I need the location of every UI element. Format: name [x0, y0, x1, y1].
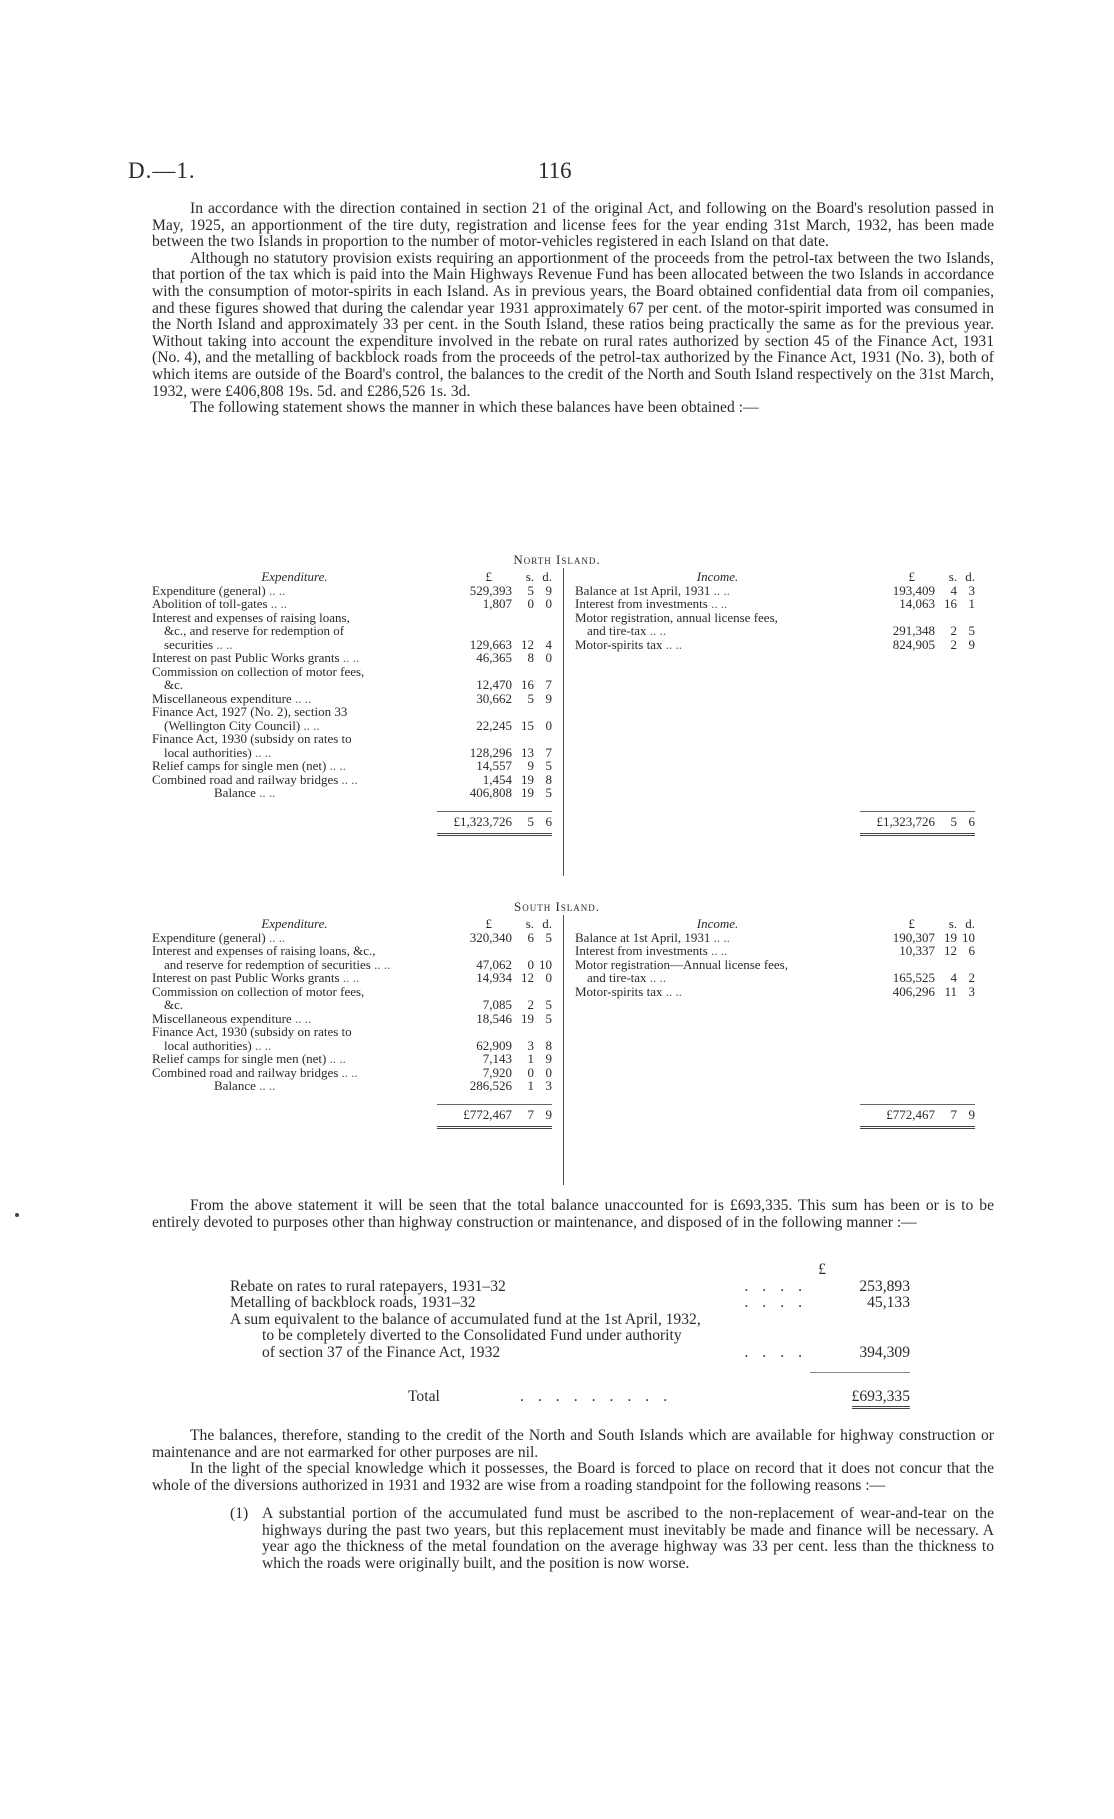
account-row [575, 958, 975, 972]
account-row [575, 931, 975, 945]
account-label: Motor registration, annual license fees, [575, 609, 778, 625]
pence-value: 0 [545, 596, 552, 611]
column-header-row [152, 917, 552, 931]
pounds-value: 286,526 [469, 1078, 512, 1093]
account-label: Expenditure (general) .. .. [152, 929, 286, 945]
disposal-item-text: of section 37 of the Finance Act, 1932 [262, 1343, 501, 1361]
pounds-header: £ [485, 569, 492, 584]
account-row [152, 1039, 552, 1053]
disposal-item-text: Rebate on rates to rural ratepayers, 1931–32 [230, 1277, 506, 1295]
pounds-value: 190,307 [892, 929, 935, 945]
pence-header: d. [965, 916, 975, 931]
account-row [152, 705, 552, 719]
total-pounds: £1,323,726 [453, 814, 512, 829]
section-heading: Expenditure. [261, 569, 328, 584]
pence-value: 9 [545, 1051, 552, 1066]
pence-value: 8 [545, 771, 552, 787]
account-row [152, 692, 552, 706]
account-row [152, 1079, 552, 1093]
disposal-item-text: to be completely diverted to the Consolidated Fund under authority [262, 1327, 682, 1345]
north-income-table [575, 570, 975, 836]
pounds-value: 7,085 [482, 997, 512, 1012]
leader-dots: .. .. [646, 623, 667, 638]
pounds-value: 14,557 [476, 758, 512, 773]
pounds-value: 129,663 [469, 636, 512, 652]
paragraph-board-record: In the light of the special knowledge which it possesses, the Board is forced to place on record that it does not concur that the whole of the diversions authorized in 1931 and 1932 are wise from a roading standpoint for the following reasons :— [152, 1460, 994, 1494]
pence-value: 3 [968, 983, 975, 999]
pence-value: 6 [968, 943, 975, 958]
total-shillings: 5 [950, 814, 957, 829]
account-label: Commission on collection of motor fees, [152, 663, 365, 679]
pounds-value: 1,454 [482, 771, 512, 787]
account-row [152, 678, 552, 692]
leader-dots: .. .. [251, 744, 272, 760]
pence-value: 9 [968, 636, 975, 652]
account-label: Abolition of toll-gates .. .. [152, 596, 288, 611]
pence-value: 0 [545, 717, 552, 733]
leader-dots: .. .. [326, 1051, 346, 1066]
pence-value: 5 [545, 929, 552, 945]
column-header-row [152, 570, 552, 584]
leader-dots: .... [744, 1277, 816, 1295]
middle-text [152, 1198, 994, 1231]
account-label: securities .. .. [164, 636, 233, 652]
pounds-value: 7,143 [482, 1051, 512, 1066]
shillings-header: s. [525, 569, 534, 584]
disposal-total-amount: £693,335 [852, 1389, 910, 1409]
account-label: Interest and expenses of raising loans, &c., [152, 943, 376, 958]
account-row [152, 1025, 552, 1039]
account-row [152, 584, 552, 598]
section-heading: Income. [696, 916, 739, 931]
shillings-value: 9 [527, 758, 534, 773]
paragraph-petrol-tax: Although no statutory provision exists requiring an apportionment of the proceeds from the petrol-tax between the two Islands, that portion of the tax which is paid into the Main Highways Revenue Fund has been allocated between the two Islands in accordance with the consumption of motor-spirits in each Island. As in previous years, the Board obtained confidential data from oil companies, and these figures showed that during the calendar year 1931 approximately 67 per cent. of the motor-spirit imported was consumed in the North Island and approximately 33 per cent. in the South Island, these ratios being practically the same as for the previous year. Without taking into account the expenditure involved in the rebate on rural rates authorized by section 45 of the Finance Act, 1931 (No. 4), and the metalling of backblock roads from the proceeds of the petrol-tax authorized by the Finance Act, 1931 (No. 3), both of which items are outside of the Board's control, the balances to the credit of the North and South Island respectively on the 31st March, 1932, were £406,808 19s. 5d. and £286,526 1s. 3d. [152, 249, 994, 400]
total-shillings: 7 [527, 1107, 534, 1122]
account-label: Motor-spirits tax .. .. [575, 636, 682, 652]
account-label: Balance .. .. [214, 785, 276, 800]
leader-dots: .. .. [662, 983, 682, 999]
account-label: Interest on past Public Works grants .. .. [152, 650, 360, 665]
account-label: Motor-spirits tax .. .. [575, 983, 682, 999]
pence-header: d. [542, 569, 552, 584]
shillings-value: 8 [527, 650, 534, 665]
leader-dots: .. .. [646, 970, 667, 985]
intro-text [152, 201, 994, 417]
leader-dots: .. .. [338, 1064, 358, 1080]
pounds-value: 18,546 [476, 1010, 512, 1026]
shillings-value: 5 [527, 690, 534, 706]
leader-dots: .. .. [255, 785, 276, 800]
account-label: Finance Act, 1927 (No. 2), section 33 [152, 704, 348, 719]
pence-header: d. [542, 916, 552, 931]
total-row [152, 1105, 552, 1122]
account-label: Finance Act, 1930 (subsidy on rates to [152, 731, 352, 746]
pounds-value: 320,340 [469, 929, 512, 945]
account-row [152, 611, 552, 625]
section-heading: Expenditure. [261, 916, 328, 931]
total-row [575, 1105, 975, 1122]
pence-value: 0 [545, 650, 552, 665]
pounds-value: 1,807 [482, 596, 512, 611]
account-row [575, 971, 975, 985]
pounds-value: 47,062 [476, 956, 512, 972]
north-column-divider [563, 568, 564, 876]
account-label: Balance .. .. [214, 1078, 276, 1093]
total-pence: 6 [545, 814, 552, 829]
disposal-item-text: Metalling of backblock roads, 1931–32 [230, 1294, 476, 1312]
account-row [152, 958, 552, 972]
pence-value: 7 [545, 744, 552, 760]
shillings-value: 12 [944, 943, 957, 958]
total-shillings: 7 [950, 1107, 957, 1122]
total-pence: 9 [545, 1107, 552, 1122]
pounds-value: 824,905 [892, 636, 935, 652]
shillings-value: 13 [521, 744, 534, 760]
leader-dots: .. .. [707, 596, 728, 611]
account-row [152, 985, 552, 999]
pounds-value: 62,909 [476, 1037, 512, 1053]
leader-dots: .. .. [265, 929, 286, 945]
account-row [575, 985, 975, 999]
account-row [152, 624, 552, 638]
account-label: Finance Act, 1930 (subsidy on rates to [152, 1024, 352, 1039]
account-label: local authorities) .. .. [164, 1037, 272, 1053]
disposal-row [230, 1279, 910, 1296]
pounds-value: 529,393 [469, 582, 512, 598]
pence-value: 5 [545, 1010, 552, 1026]
total-row [575, 812, 975, 829]
disposal-item-text: A sum equivalent to the balance of accumulated fund at the 1st April, 1932, [230, 1310, 701, 1328]
account-label: (Wellington City Council) .. .. [164, 717, 320, 733]
leader-dots: .. .. [213, 636, 233, 652]
account-label: Interest and expenses of raising loans, [152, 609, 350, 625]
pence-value: 10 [539, 956, 552, 972]
leader-dots: .. .. [338, 771, 358, 787]
shillings-value: 1 [527, 1078, 534, 1093]
account-row [575, 638, 975, 652]
pence-value: 8 [545, 1037, 552, 1053]
leader-dots: .. .. [326, 758, 346, 773]
pence-value: 2 [968, 970, 975, 985]
account-row [152, 944, 552, 958]
account-label: Commission on collection of motor fees, [152, 983, 365, 999]
reason-item [230, 1506, 994, 1572]
account-row [152, 638, 552, 652]
paragraph-statement-intro: The following statement shows the manner in which these balances have been obtained :— [190, 399, 759, 417]
account-row [152, 732, 552, 746]
north-island-heading: North Island. [513, 552, 601, 567]
account-row [575, 611, 975, 625]
leader-dots: .. .. [251, 1037, 272, 1053]
account-row [152, 971, 552, 985]
pounds-value: 14,063 [899, 596, 935, 611]
shillings-value: 0 [527, 596, 534, 611]
south-expenditure-table [152, 917, 552, 1129]
account-label: and reserve for redemption of securities .. .. [164, 956, 391, 972]
pence-value: 0 [545, 1064, 552, 1080]
shillings-value: 19 [944, 929, 957, 945]
pounds-value: 165,525 [892, 970, 935, 985]
shillings-value: 16 [521, 677, 534, 692]
shillings-value: 15 [521, 717, 534, 733]
account-label: &c. [164, 997, 184, 1012]
account-row [152, 665, 552, 679]
shillings-value: 6 [527, 929, 534, 945]
pence-value: 1 [968, 596, 975, 611]
shillings-value: 2 [950, 623, 957, 638]
account-row [152, 998, 552, 1012]
shillings-value: 4 [950, 582, 957, 598]
south-income-table [575, 917, 975, 1129]
total-pounds: £772,467 [886, 1107, 935, 1122]
shillings-value: 0 [527, 1064, 534, 1080]
pounds-value: 46,365 [476, 650, 512, 665]
account-label: Interest from investments .. .. [575, 943, 728, 958]
south-column-divider [563, 915, 564, 1185]
pence-value: 10 [962, 929, 975, 945]
account-label: &c. [164, 677, 184, 692]
account-label: &c., and reserve for redemption of [164, 623, 345, 638]
pounds-header: £ [908, 569, 915, 584]
account-row [575, 597, 975, 611]
account-row [575, 944, 975, 958]
pounds-value: 406,808 [469, 785, 512, 800]
pounds-value: 193,409 [892, 582, 935, 598]
shillings-header: s. [948, 916, 957, 931]
leader-dots: .. .. [370, 956, 391, 972]
account-label: Miscellaneous expenditure .. .. [152, 690, 312, 706]
shillings-header: s. [525, 916, 534, 931]
shillings-value: 19 [521, 785, 534, 800]
shillings-value: 11 [944, 983, 957, 999]
account-row [152, 1052, 552, 1066]
leader-dots: .. .. [710, 929, 730, 945]
column-header-row [575, 917, 975, 931]
north-expenditure-table [152, 570, 552, 836]
total-shillings: 5 [527, 814, 534, 829]
shillings-value: 12 [521, 636, 534, 652]
account-row [152, 651, 552, 665]
account-label: Expenditure (general) .. .. [152, 582, 286, 598]
account-label: and tire-tax .. .. [587, 623, 667, 638]
account-label: Motor registration—Annual license fees, [575, 956, 788, 972]
pence-value: 9 [545, 582, 552, 598]
section-heading: Income. [696, 569, 739, 584]
account-row [575, 584, 975, 598]
total-pence: 6 [968, 814, 975, 829]
leader-dots: .. .. [291, 1010, 312, 1026]
disposal-item-amount: 253,893 [859, 1277, 910, 1295]
scan-mark [15, 1213, 19, 1217]
shillings-value: 2 [950, 636, 957, 652]
pounds-value: 22,245 [476, 717, 512, 733]
disposal-currency: £ [818, 1261, 826, 1278]
account-label: Combined road and railway bridges .. .. [152, 771, 358, 787]
paragraph-unaccounted-balance: From the above statement it will be seen that the total balance unaccounted for is £693,335. This sum has been or is to be entirely devoted to purposes other than highway construction or maintenance, and disposed of in the following manner :— [152, 1197, 994, 1231]
account-label: Interest from investments .. .. [575, 596, 728, 611]
pence-value: 3 [968, 582, 975, 598]
pounds-header: £ [908, 916, 915, 931]
disposal-row [230, 1312, 910, 1329]
shillings-value: 19 [521, 1010, 534, 1026]
total-pence: 9 [968, 1107, 975, 1122]
pence-value: 5 [968, 623, 975, 638]
shillings-value: 3 [527, 1037, 534, 1053]
account-label: Relief camps for single men (net) .. .. [152, 758, 346, 773]
leader-dots: .. .. [339, 970, 360, 985]
account-label: Miscellaneous expenditure .. .. [152, 1010, 312, 1026]
account-row [152, 719, 552, 733]
account-row [152, 786, 552, 800]
account-label: local authorities) .. .. [164, 744, 272, 760]
leader-dots: .. .. [255, 1078, 276, 1093]
shillings-value: 12 [521, 970, 534, 985]
paragraph-nil-balances: The balances, therefore, standing to the credit of the North and South Islands which are available for highway construction or maintenance and are not earmarked for other purposes are nil. [152, 1427, 994, 1461]
pounds-header: £ [485, 916, 492, 931]
account-row [152, 773, 552, 787]
pounds-value: 30,662 [476, 690, 512, 706]
south-island-heading: South Island. [513, 899, 601, 914]
disposal-row [230, 1345, 910, 1362]
pence-value: 5 [545, 758, 552, 773]
document-reference: D.—1. [128, 158, 196, 183]
account-label: Balance at 1st April, 1931 .. .. [575, 929, 730, 945]
account-row [575, 624, 975, 638]
shillings-value: 16 [944, 596, 957, 611]
page-number: 116 [538, 158, 572, 183]
pence-value: 5 [545, 785, 552, 800]
leader-dots: .. .. [291, 690, 312, 706]
reason-number: (1) [230, 1505, 249, 1522]
disposal-total-label: Total [408, 1388, 440, 1406]
pounds-value: 406,296 [892, 983, 935, 999]
total-pounds: £772,467 [463, 1107, 512, 1122]
pounds-value: 14,934 [476, 970, 512, 985]
leader-dots: .... [744, 1294, 816, 1312]
pence-value: 0 [545, 970, 552, 985]
account-label: Interest on past Public Works grants .. .. [152, 970, 360, 985]
account-label: Combined road and railway bridges .. .. [152, 1064, 358, 1080]
pounds-value: 12,470 [476, 677, 512, 692]
leader-dots: .. .. [265, 582, 286, 598]
shillings-value: 5 [527, 582, 534, 598]
disposal-statement [230, 1262, 910, 1411]
pounds-value: 291,348 [892, 623, 935, 638]
pence-value: 9 [545, 690, 552, 706]
reason-text: A substantial portion of the accumulated fund must be ascribed to the non-replacement of wear-and-tear on the highways during the past two years, but this replacement must inevitably be made and finance will be necessary. A year ago the thickness of the metal foundation on the average highway was 33 per cent. less than the thickness to which the roads were originally built, and the position is now worse. [262, 1505, 994, 1572]
shillings-value: 2 [527, 997, 534, 1012]
disposal-row [230, 1328, 910, 1345]
pounds-value: 7,920 [482, 1064, 512, 1080]
leader-dots: .... [744, 1343, 816, 1361]
account-label: and tire-tax .. .. [587, 970, 667, 985]
account-label: Balance at 1st April, 1931 .. .. [575, 582, 730, 598]
leader-dots: .. .. [707, 943, 728, 958]
shillings-value: 19 [521, 771, 534, 787]
shillings-value: 0 [527, 956, 534, 972]
paragraph-apportionment: In accordance with the direction contained in section 21 of the original Act, and following on the Board's resolution passed in May, 1925, an apportionment of the tire duty, registration and license fees for the year ending 31st March, 1932, has been made between the two Islands in proportion to the number of motor-vehicles registered in each Island on that date. [152, 200, 994, 251]
leader-dots: .. .. [662, 636, 682, 652]
shillings-value: 4 [950, 970, 957, 985]
leader-dots: ......... [520, 1388, 682, 1406]
pence-value: 3 [545, 1078, 552, 1093]
account-label: Relief camps for single men (net) .. .. [152, 1051, 346, 1066]
leader-dots: .. .. [300, 717, 320, 733]
leader-dots: .. .. [267, 596, 288, 611]
account-row [152, 931, 552, 945]
column-header-row [575, 570, 975, 584]
disposal-row [230, 1295, 910, 1312]
account-row [152, 1012, 552, 1026]
account-row [152, 759, 552, 773]
total-row [152, 812, 552, 829]
shillings-header: s. [948, 569, 957, 584]
disposal-item-amount: 394,309 [859, 1343, 910, 1361]
pence-header: d. [965, 569, 975, 584]
pounds-value: 10,337 [899, 943, 935, 958]
disposal-item-amount: 45,133 [867, 1294, 910, 1312]
total-pounds: £1,323,726 [876, 814, 935, 829]
pence-value: 4 [545, 636, 552, 652]
closing-text [152, 1428, 994, 1494]
leader-dots: .. .. [339, 650, 360, 665]
pence-value: 7 [545, 677, 552, 692]
account-row [152, 746, 552, 760]
account-row [152, 597, 552, 611]
pounds-value: 128,296 [469, 744, 512, 760]
leader-dots: .. .. [710, 582, 730, 598]
account-row [152, 1066, 552, 1080]
pence-value: 5 [545, 997, 552, 1012]
shillings-value: 1 [527, 1051, 534, 1066]
